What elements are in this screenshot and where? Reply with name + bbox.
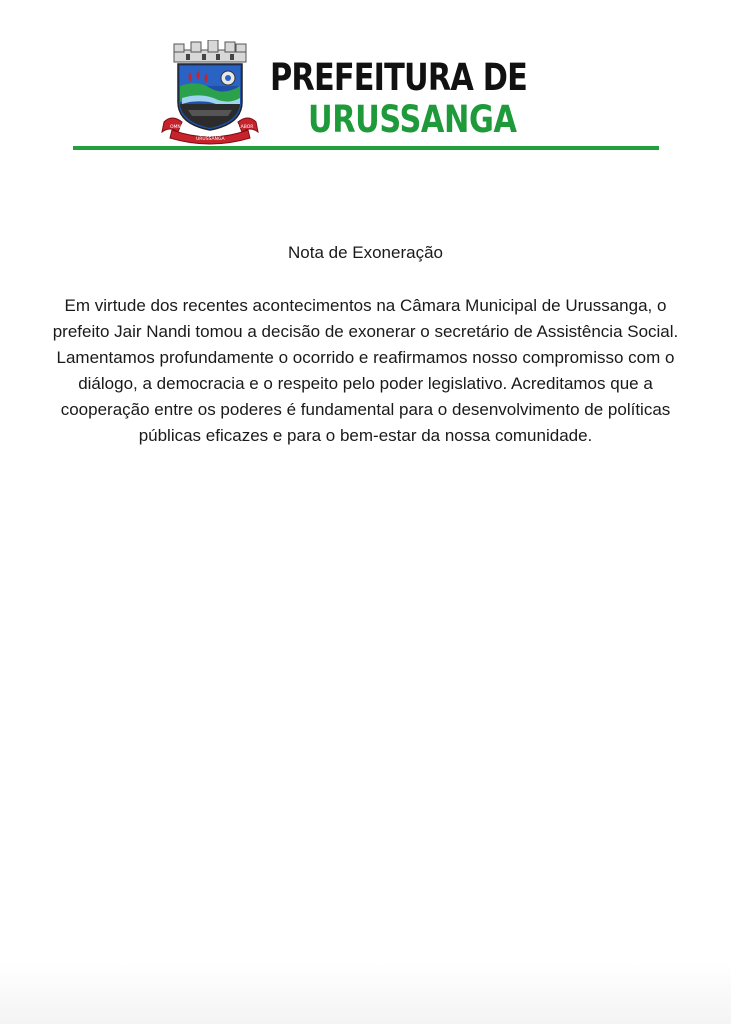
letterhead (0, 0, 731, 160)
document-title: Nota de Exoneração (288, 243, 443, 262)
brand-line-urussanga: URUSSANGA (308, 98, 517, 141)
coat-banner-left: OMNIA (170, 125, 186, 130)
coat-banner-right: LABOR (238, 125, 254, 130)
urussanga-coat-of-arms-icon (158, 40, 262, 146)
brand-line-prefeitura: PREFEITURA DE (270, 56, 528, 99)
coat-banner-bottom: URUSSANGA (196, 137, 225, 142)
header-divider (73, 146, 659, 150)
document-body: Em virtude dos recentes acontecimentos na Câmara Municipal de Urussanga, o prefeito Jair Nandi tomou a decisão de exonerar o secretário de Assistência Social. Lamentamos profundamente o ocorrido e reafirmamos nosso compromisso com o diálogo, a democracia e o respeito pelo poder legislativo. Acreditamos que a cooperação entre os poderes é fundamental para o desenvolvimento de políticas públicas eficazes e para o bem-estar da nossa comunidade. (52, 296, 679, 445)
